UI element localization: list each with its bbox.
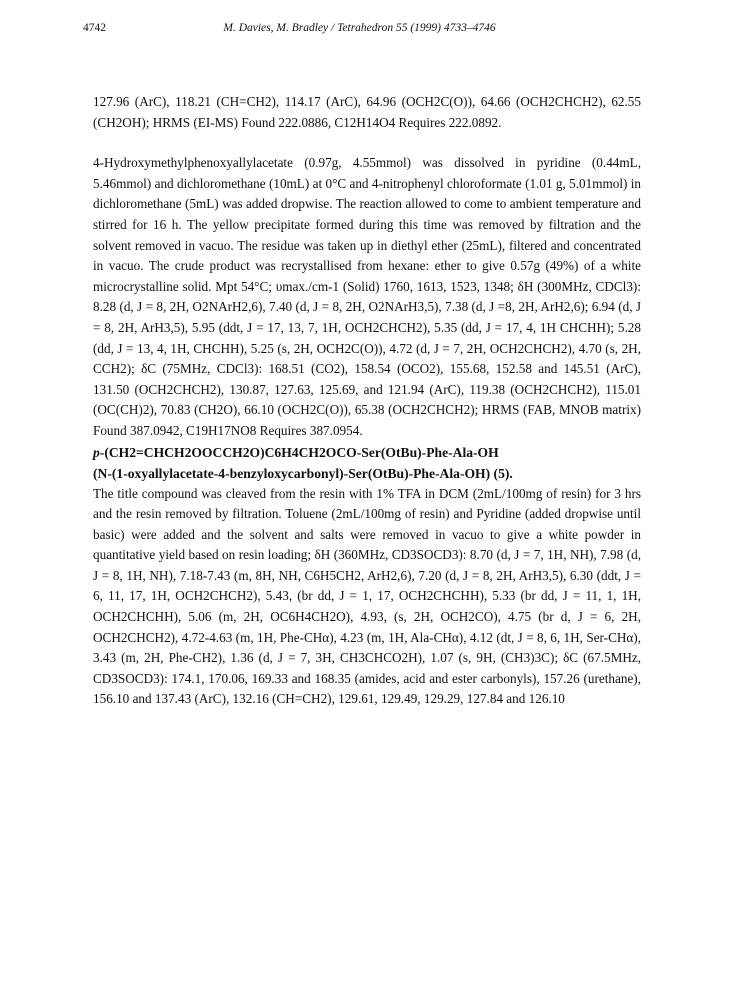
article-body — [93, 92, 641, 710]
compound-heading-formula: -(CH2=CHCH2OOCCH2O)C6H4CH2OCO-Ser(OtBu)-Phe-Ala-OH — [99, 444, 499, 460]
nmr-data-continuation: 127.96 (ArC), 118.21 (CH=CH2), 114.17 (ArC), 64.96 (OCH2C(O)), 64.66 (OCH2CHCH2), 62.55 (CH2OH); HRMS (EI-MS) Found 222.0886, C12H14O4 Requires 222.0892. — [93, 94, 641, 130]
synthesis-procedure-paragraph: 4-Hydroxymethylphenoxyallylacetate (0.97g, 4.55mmol) was dissolved in pyridine (0.44mL, 5.46mmol) and dichloromethane (10mL) at 0°C and 4-nitrophenyl chloroformate (1.01 g, 5.01mmol) in dichloromethane (5mL) was added dropwise. The reaction allowed to come to ambient temperature and stirred for 16 h. The yellow precipitate formed during this time was removed by filtration and the solvent removed in vacuo. The residue was taken up in diethyl ether (25mL), filtered and concentrated in vacuo. The crude product was recrystallised from hexane: ether to give 0.57g (49%) of a white microcrystalline solid. Mpt 54°C; υmax./cm-1 (Solid) 1760, 1613, 1523, 1348; δH (300MHz, CDCl3): 8.28 (d, J = 8, 2H, O2NArH2,6), 7.40 (d, J = 8, 2H, O2NArH3,5), 7.38 (d, J =8, 2H, ArH2,6); 6.94 (d, J = 8, 2H, ArH3,5), 5.95 (ddt, J = 17, 13, 7, 1H, OCH2CHCH2), 5.35 (dd, J = 17, 4, 1H CHCHH); 5.28 (dd, J = 13, 4, 1H, CHCHH), 5.25 (s, 2H, OCH2C(O)), 4.72 (d, J = 7, 2H, OCH2CHCH2), 4.70 (s, 2H, CCH2); δC (75MHz, CDCl3): 168.51 (CO2), 158.54 (OCO2), 155.68, 152.58 and 145.51 (ArC), 131.50 (OCH2CHCH2), 130.87, 127.63, 125.69, and 121.94 (ArC), 119.38 (OCH2CHCH2), 115.01 (OC(CH)2), 70.83 (CH2O), 66.10 (OCH2C(O)), 65.38 (OCH2CHCH2); HRMS (FAB, MNOB matrix) Found 387.0942, C19H17NO8 Requires 387.0954. — [93, 155, 641, 438]
compound-heading — [93, 442, 641, 463]
running-head: M. Davies, M. Bradley / Tetrahedron 55 (1999) 4733–4746 — [223, 22, 496, 34]
compound-heading-prefix: p — [93, 444, 100, 460]
page-header — [83, 22, 636, 38]
compound-subheading: (N-(1-oxyallylacetate-4-benzyloxycarbonyl)-Ser(OtBu)-Phe-Ala-OH) (5). — [93, 465, 513, 481]
compound-5-procedure-paragraph: The title compound was cleaved from the resin with 1% TFA in DCM (2mL/100mg of resin) for 3 hrs and the resin removed by filtration. Toluene (2mL/100mg of resin) and Pyridine (added dropwise until basic) were added and the solvent and salts were removed in vacuo to give a white powder in quantitative yield based on resin loading; δH (360MHz, CD3SOCD3): 8.70 (d, J = 7, 1H, NH), 7.98 (d, J = 8, 1H, NH), 7.18-7.43 (m, 8H, NH, C6H5CH2, ArH2,6), 7.20 (d, J = 8, 2H, ArH3,5), 6.30 (ddt, J = 6, 11, 17, 1H, OCH2CHCH2), 5.43, (br dd, J = 1, 17, OCH2CHCHH), 5.33 (br dd, J = 11, 1, 1H, OCH2CHCHH), 5.06 (m, 2H, OC6H4CH2O), 4.93, (s, 2H, OCH2CO), 4.75 (br d, J = 6, 2H, OCH2CHCH2), 4.72-4.63 (m, 1H, Phe-CHα), 4.23 (m, 1H, Ala-CHα), 4.12 (dt, J = 8, 6, 1H, Ser-CHα), 3.43 (m, 2H, Phe-CH2), 1.36 (d, J = 7, 3H, CH3CHCO2H), 1.07 (s, 9H, (CH3)3C); δC (67.5MHz, CD3SOCD3): 174.1, 170.06, 169.33 and 168.35 (amides, acid and ester carbonyls), 157.26 (urethane), 156.10 and 137.43 (ArC), 132.16 (CH=CH2), 129.61, 129.49, 129.29, 127.84 and 126.10 — [93, 485, 641, 707]
page-number: 4742 — [83, 22, 106, 34]
